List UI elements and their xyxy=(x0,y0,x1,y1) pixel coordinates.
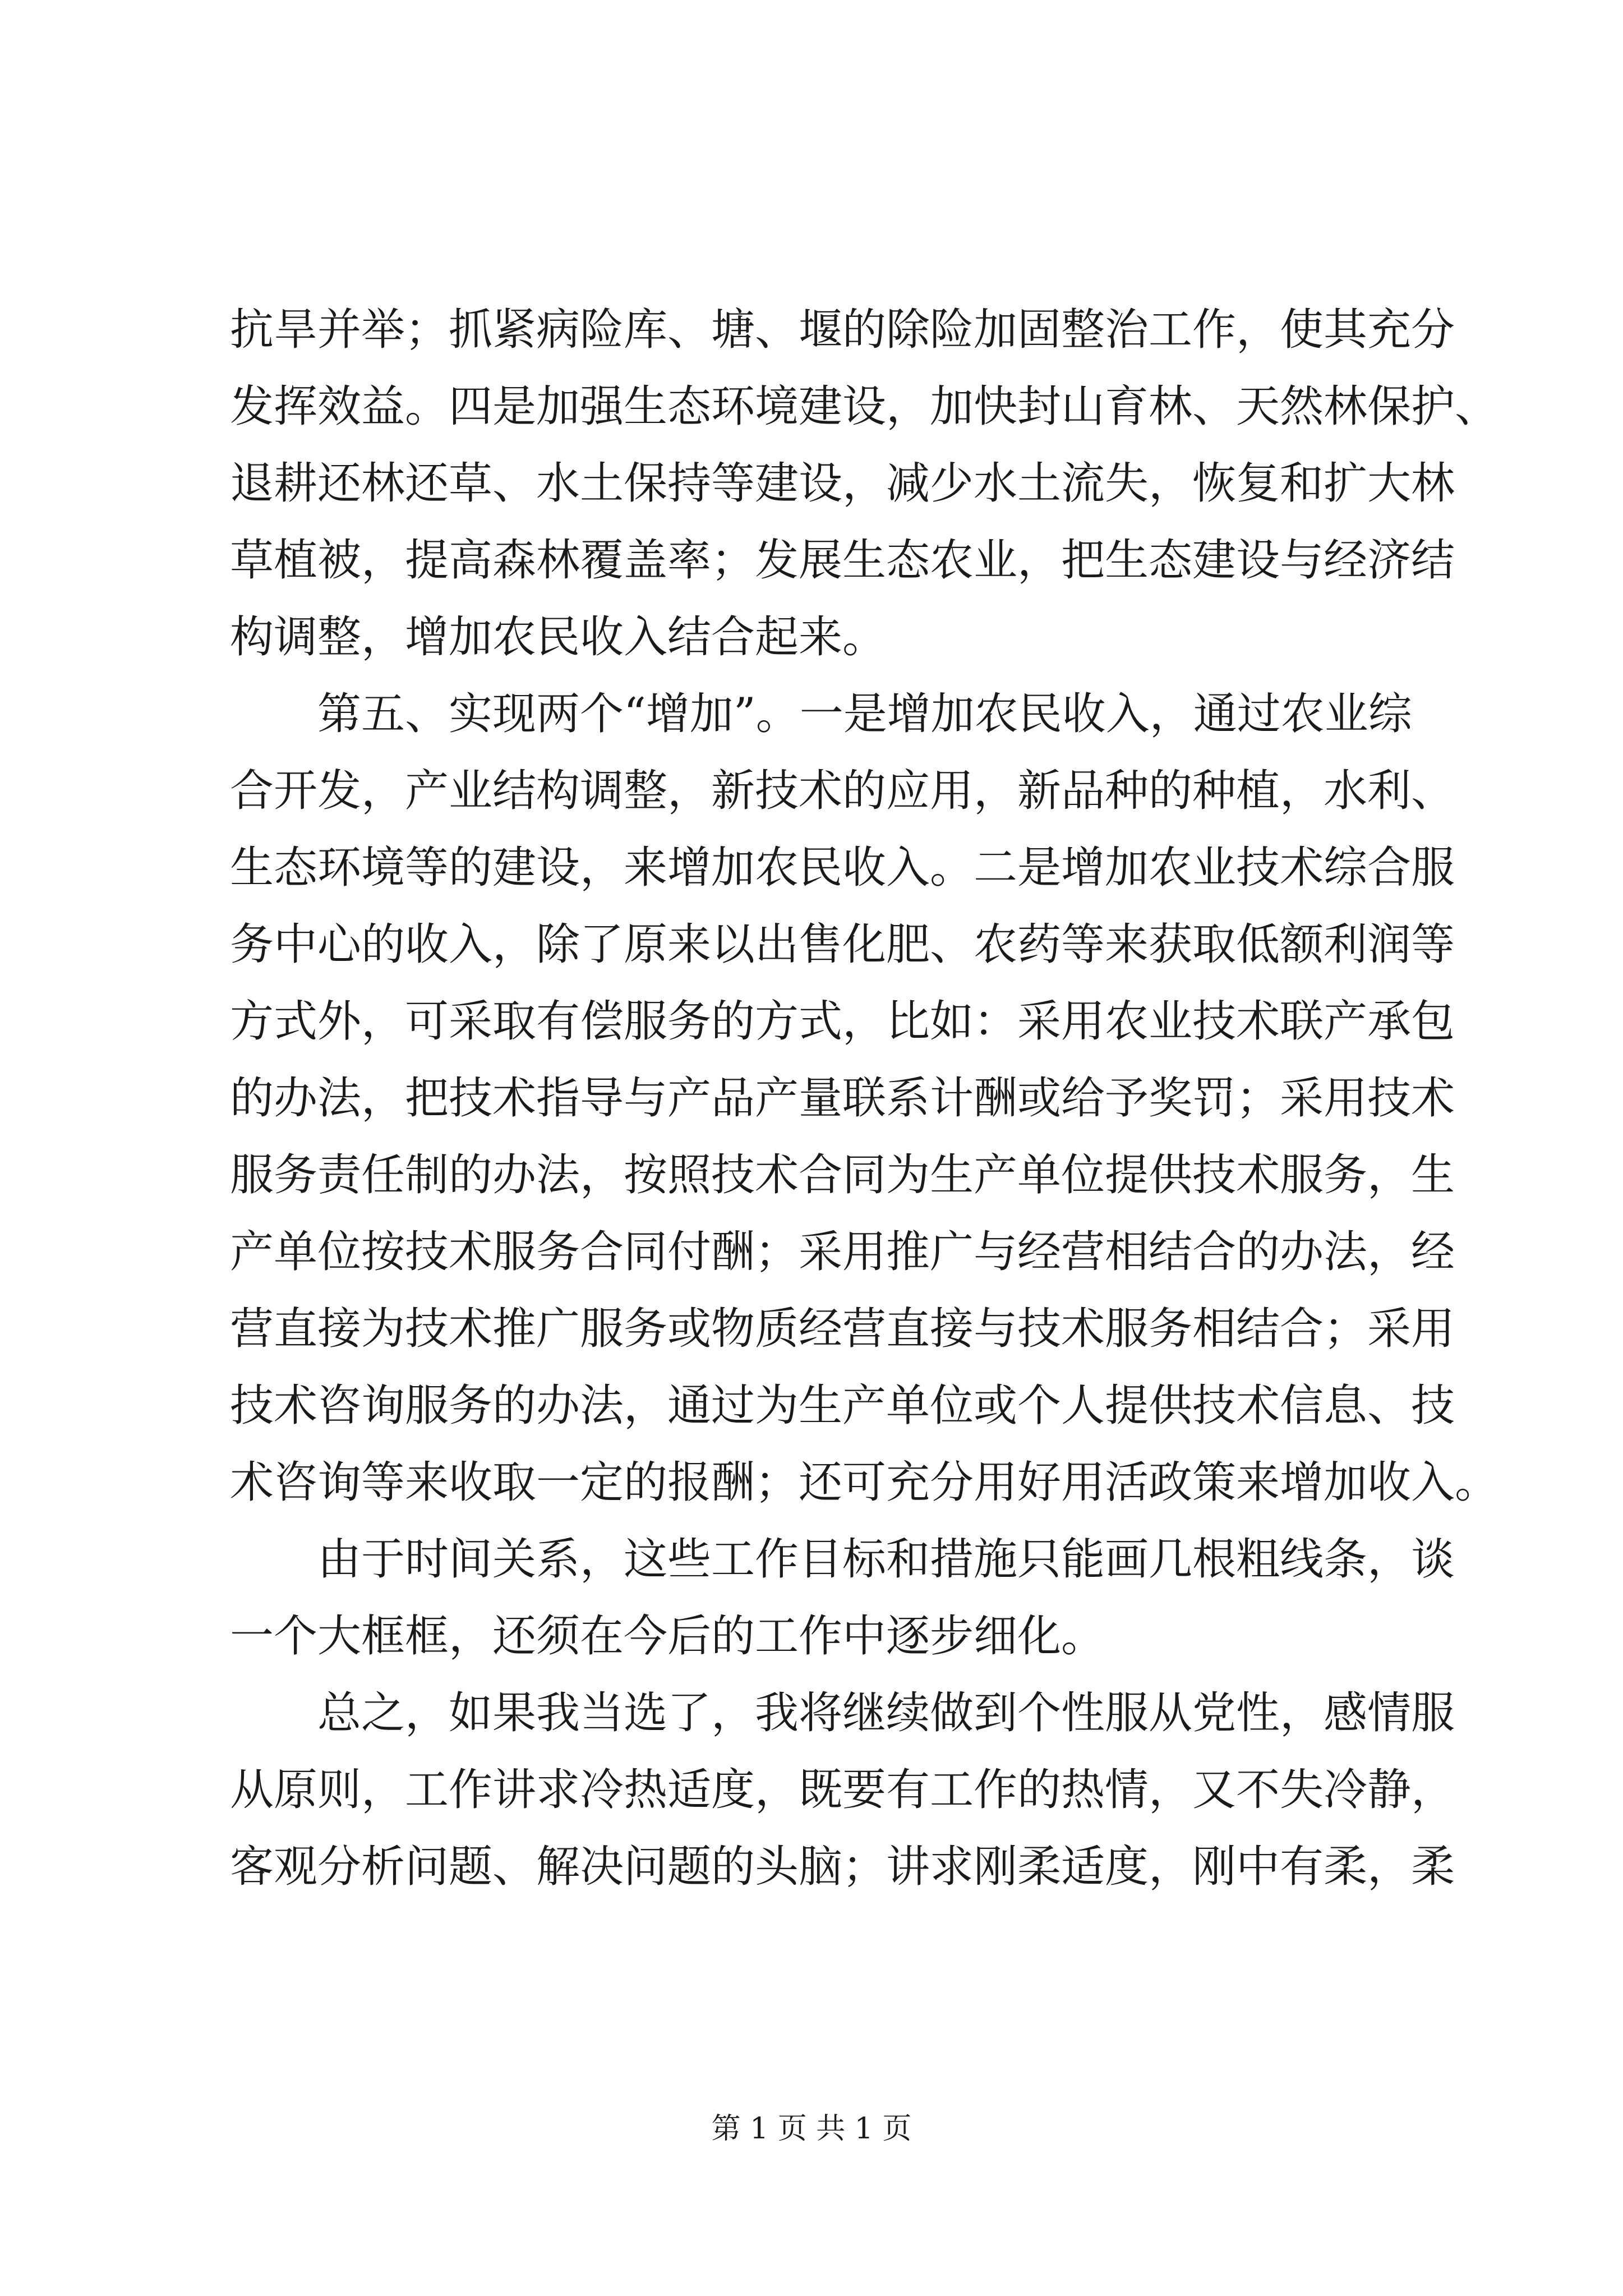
text-line-19: 总之，如果我当选了，我将继续做到个性服从党性，感情服 xyxy=(230,1688,1455,1738)
text-line-6: 第五、实现两个“增加”。一是增加农民收入，通过农业综 xyxy=(230,689,1412,739)
text-line-10: 方式外，可采取有偿服务的方式，比如：采用农业技术联产承包 xyxy=(230,996,1455,1047)
text-line-11: 的办法，把技术指导与产品产量联系计酬或给予奖罚；采用技术 xyxy=(230,1073,1455,1124)
text-line-5: 构调整，增加农民收入结合起来。 xyxy=(230,612,887,662)
text-line-8: 生态环境等的建设，来增加农民收入。二是增加农业技术综合服 xyxy=(230,843,1455,893)
text-line-17: 由于时间关系，这些工作目标和措施只能画几根粗线条，谈 xyxy=(230,1534,1455,1585)
text-line-13: 产单位按技术服务合同付酬；采用推广与经营相结合的办法，经 xyxy=(230,1227,1455,1277)
text-line-21: 客观分析问题、解决问题的头脑；讲求刚柔适度，刚中有柔，柔 xyxy=(230,1842,1455,1892)
text-line-18: 一个大框框，还须在今后的工作中逐步细化。 xyxy=(230,1611,1105,1662)
text-line-16: 术咨询等来收取一定的报酬；还可充分用好用活政策来增加收入。 xyxy=(230,1457,1499,1508)
page-number-footer: 第 1 页 共 1 页 xyxy=(711,2112,912,2146)
text-line-3: 退耕还林还草、水土保持等建设，减少水土流失，恢复和扩大林 xyxy=(230,458,1455,509)
document-body xyxy=(230,292,1499,1906)
text-line-14: 营直接为技术推广服务或物质经营直接与技术服务相结合；采用 xyxy=(230,1304,1455,1354)
text-line-12: 服务责任制的办法，按照技术合同为生产单位提供技术服务，生 xyxy=(230,1150,1455,1200)
text-line-1: 抗旱并举；抓紧病险库、塘、堰的除险加固整治工作，使其充分 xyxy=(230,305,1455,355)
text-line-2: 发挥效益。四是加强生态环境建设，加快封山育林、天然林保护、 xyxy=(230,381,1499,432)
text-line-15: 技术咨询服务的办法，通过为生产单位或个人提供技术信息、技 xyxy=(230,1381,1455,1431)
text-line-20: 从原则，工作讲求冷热适度，既要有工作的热情，又不失冷静， xyxy=(230,1765,1455,1815)
text-line-9: 务中心的收入，除了原来以出售化肥、农药等来获取低额利润等 xyxy=(230,919,1455,970)
text-line-4: 草植被，提高森林覆盖率；发展生态农业，把生态建设与经济结 xyxy=(230,535,1455,586)
text-line-7: 合开发，产业结构调整，新技术的应用，新品种的种植，水利、 xyxy=(230,766,1455,816)
